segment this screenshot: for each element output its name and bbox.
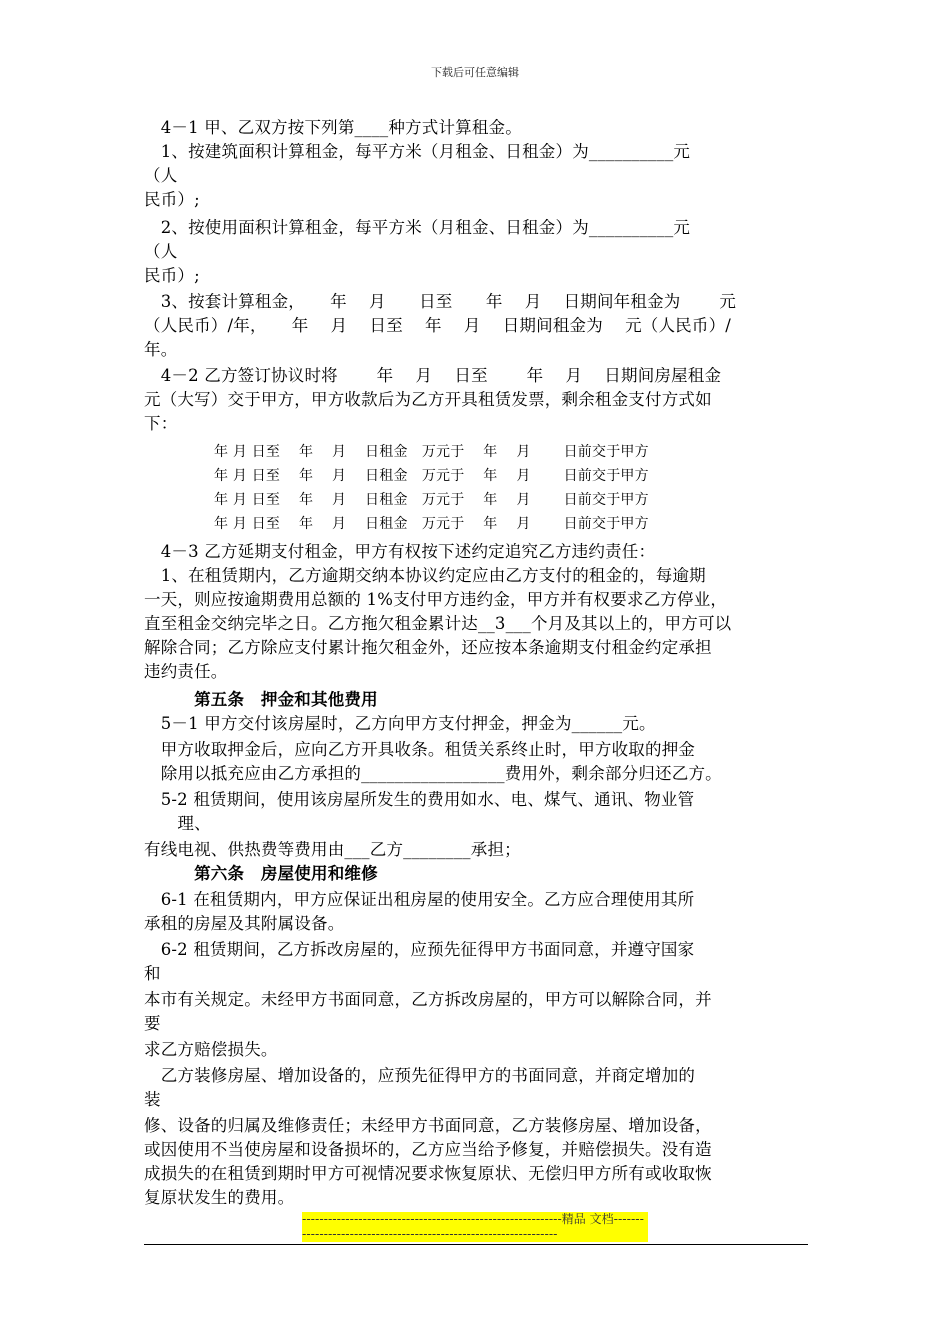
paragraph-line: 承租的房屋及其附属设备。: [144, 914, 345, 933]
section-heading: 第六条 房屋使用和维修: [144, 864, 378, 883]
paragraph-line: 或因使用不当使房屋和设备损坏的，乙方应当给予修复，并赔偿损失。没有造: [144, 1140, 712, 1159]
paragraph-line: 元（大写）交于甲方，甲方收款后为乙方开具租赁发票，剩余租金支付方式如: [144, 390, 712, 409]
paragraph-line: 民币）;: [144, 266, 200, 285]
paragraph-line: 复原状发生的费用。: [144, 1188, 295, 1207]
paragraph-line: 乙方装修房屋、增加设备的，应预先征得甲方的书面同意，并商定增加的: [144, 1066, 696, 1085]
paragraph-line: 直至租金交纳完毕之日。乙方拖欠租金累计达__3___个月及其以上的，甲方可以: [144, 614, 732, 633]
paragraph-line: 违约责任。: [144, 662, 228, 681]
paragraph-line: 4－3 乙方延期支付租金，甲方有权按下述约定追究乙方违约责任：: [144, 542, 656, 561]
paragraph-line: 6-2 租赁期间，乙方拆改房屋的，应预先征得甲方书面同意，并遵守国家: [144, 940, 695, 959]
paragraph-line: 甲方收取押金后，应向乙方开具收条。租赁关系终止时，甲方收取的押金: [144, 740, 696, 759]
paragraph-line: 修、设备的归属及维修责任；未经甲方书面同意，乙方装修房屋、增加设备，: [144, 1116, 712, 1135]
paragraph-line: 除用以抵充应由乙方承担的_________________费用外，剩余部分归还乙方。: [144, 764, 722, 783]
paragraph-line: 5－1 甲方交付该房屋时，乙方向甲方支付押金，押金为______元。: [144, 714, 656, 733]
paragraph-line: 民币）;: [144, 190, 200, 209]
paragraph-line: 有线电视、供热费等费用由___乙方________承担；: [144, 840, 521, 859]
footer-divider: [144, 1244, 808, 1245]
paragraph-line: 4－2 乙方签订协议时将 年 月 日至 年 月 日期间房屋租金: [144, 366, 722, 385]
paragraph-line: 求乙方赔偿损失。: [144, 1040, 278, 1059]
payment-schedule-row: 年 月 日至 年 月 日租金 万元于 年 月 日前交于甲方: [214, 516, 649, 532]
paragraph-line: 2、按使用面积计算租金，每平方米（月租金、日租金）为__________元: [144, 218, 691, 237]
payment-schedule-row: 年 月 日至 年 月 日租金 万元于 年 月 日前交于甲方: [214, 492, 649, 508]
paragraph-line: （人民币）/年， 年 月 日至 年 月 日期间租金为 元（人民币）/: [144, 316, 732, 335]
paragraph-line: 本市有关规定。未经甲方书面同意，乙方拆改房屋的，甲方可以解除合同，并: [144, 990, 712, 1009]
paragraph-line: 下：: [144, 414, 178, 433]
paragraph-line: 理、: [144, 814, 211, 833]
paragraph-line: 装: [144, 1090, 161, 1109]
footer-banner: ------------------------------------------------------------精品 文档------------------------------------------------------------------: [302, 1212, 648, 1242]
paragraph-line: 年。: [144, 340, 178, 359]
paragraph-line: （人: [144, 242, 178, 261]
paragraph-line: 1、在租赁期内，乙方逾期交纳本协议约定应由乙方支付的租金的，每逾期: [144, 566, 706, 585]
payment-schedule-row: 年 月 日至 年 月 日租金 万元于 年 月 日前交于甲方: [214, 444, 649, 460]
paragraph-line: 一天，则应按逾期费用总额的 1%支付甲方违约金，甲方并有权要求乙方停业，: [144, 590, 728, 609]
payment-schedule-row: 年 月 日至 年 月 日租金 万元于 年 月 日前交于甲方: [214, 468, 649, 484]
page-header: 下载后可任意编辑: [431, 66, 519, 79]
paragraph-line: 3、按套计算租金， 年 月 日至 年 月 日期间年租金为 元: [144, 292, 737, 311]
paragraph-line: 4－1 甲、乙双方按下列第____种方式计算租金。: [144, 118, 522, 137]
paragraph-line: 解除合同；乙方除应支付累计拖欠租金外，还应按本条逾期支付租金约定承担: [144, 638, 712, 657]
paragraph-line: 1、按建筑面积计算租金，每平方米（月租金、日租金）为__________元: [144, 142, 691, 161]
paragraph-line: （人: [144, 166, 178, 185]
paragraph-line: 要: [144, 1014, 161, 1033]
paragraph-line: 6-1 在租赁期内，甲方应保证出租房屋的使用安全。乙方应合理使用其所: [144, 890, 695, 909]
paragraph-line: 和: [144, 964, 161, 983]
paragraph-line: 5-2 租赁期间，使用该房屋所发生的费用如水、电、煤气、通讯、物业管: [144, 790, 695, 809]
section-heading: 第五条 押金和其他费用: [144, 690, 378, 709]
paragraph-line: 成损失的在租赁到期时甲方可视情况要求恢复原状、无偿归甲方所有或收取恢: [144, 1164, 712, 1183]
